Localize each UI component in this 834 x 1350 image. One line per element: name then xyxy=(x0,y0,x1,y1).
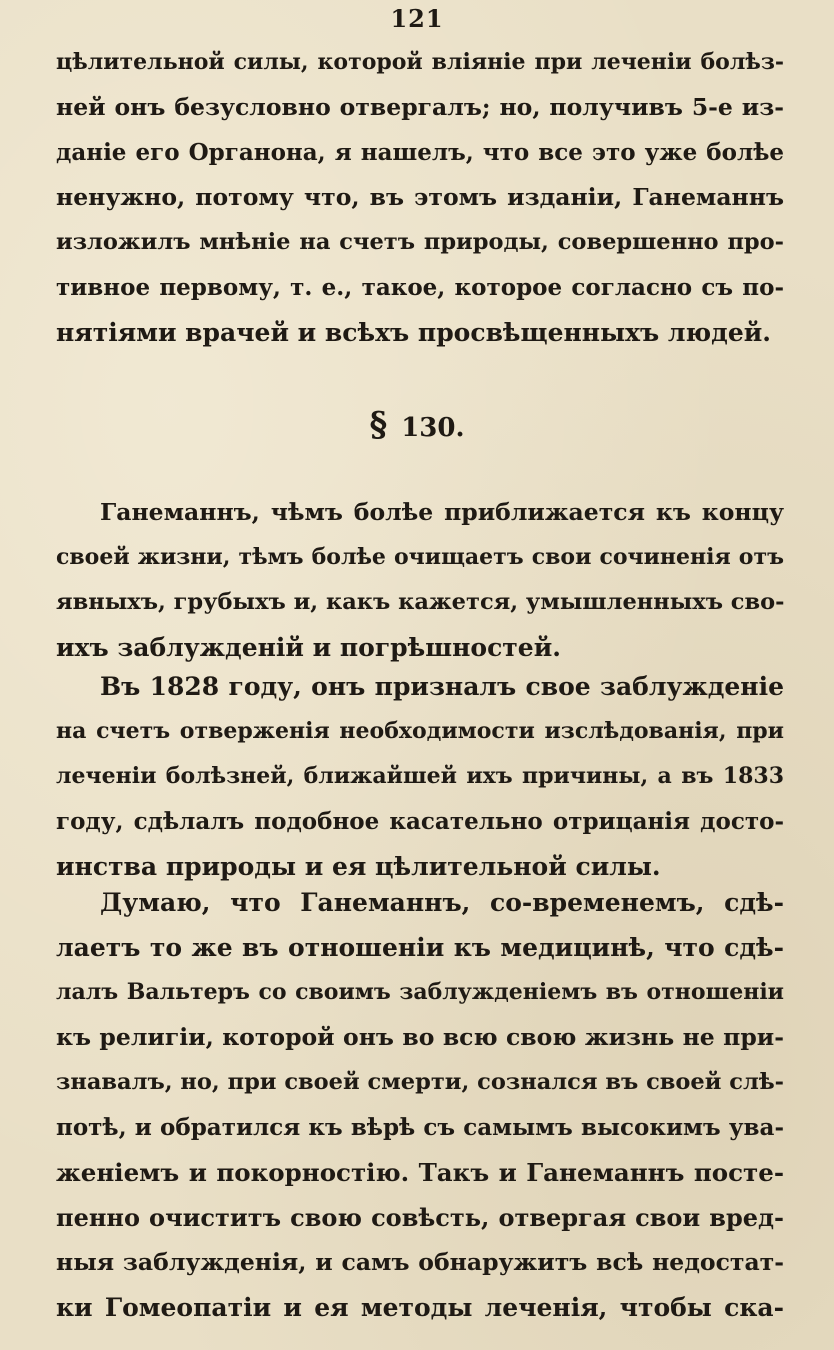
text-line: женіемъ и покорностію. Такъ и Ганеманнъ посте- xyxy=(56,1158,784,1187)
text-line: своей жизни, тѣмъ болѣе очищаетъ свои сочиненія отъ xyxy=(56,544,784,570)
text-line: году, сдѣлалъ подобное касательно отрицанія досто- xyxy=(56,808,784,835)
text-line: пенно очиститъ свою совѣсть, отвергая свои вред- xyxy=(56,1203,784,1232)
text-line: изложилъ мнѣніе на счетъ природы, совершенно про- xyxy=(56,229,784,255)
text-line: явныхъ, грубыхъ и, какъ кажется, умышленныхъ сво- xyxy=(56,589,784,615)
paragraph-4 xyxy=(56,880,784,1330)
paragraph-1 xyxy=(56,40,784,355)
paragraph-3 xyxy=(56,664,784,889)
text-line: лаетъ то же въ отношеніи къ медицинѣ, что сдѣ- xyxy=(56,933,784,962)
text-line: ненужно, потому что, въ этомъ изданіи, Ганеманнъ xyxy=(56,183,784,211)
text-line: даніе его Органона, я нашелъ, что все это уже болѣе xyxy=(56,139,784,166)
text-line: ней онъ безусловно отвергалъ; но, получивъ 5-е из- xyxy=(56,93,784,121)
section-number: 130. xyxy=(401,413,465,443)
text-line: тивное первому, т. е., такое, которое согласно съ по- xyxy=(56,274,784,301)
text-line: потѣ, и обратился къ вѣрѣ съ самымъ высокимъ ува- xyxy=(56,1114,784,1141)
text-line: цѣлительной силы, которой вліяніе при леченіи болѣз- xyxy=(56,49,784,75)
text-line: леченіи болѣзней, ближайшей ихъ причины, а въ 1833 xyxy=(56,763,784,789)
text-line: ки Гомеопатіи и ея методы леченія, чтобы ска- xyxy=(56,1293,784,1322)
text-line: Въ 1828 году, онъ призналъ свое заблужденіе xyxy=(100,672,784,701)
paragraph-2 xyxy=(56,490,784,670)
page-number: 121 xyxy=(390,4,444,33)
text-line: нятіями врачей и всѣхъ просвѣщенныхъ людей. xyxy=(56,318,771,347)
text-line: инства природы и ея цѣлительной силы. xyxy=(56,852,661,881)
text-line: Ганеманнъ, чѣмъ болѣе приближается къ концу xyxy=(100,498,784,526)
text-line: лалъ Вальтеръ со своимъ заблужденіемъ въ отношеніи xyxy=(56,979,784,1005)
section-sign: § xyxy=(369,405,388,445)
section-heading xyxy=(0,400,834,450)
text-line: знавалъ, но, при своей смерти, сознался въ своей слѣ- xyxy=(56,1069,784,1095)
text-line: Думаю, что Ганеманнъ, со-временемъ, сдѣ- xyxy=(100,888,784,917)
text-line: ныя заблужденія, и самъ обнаружитъ всѣ недостат- xyxy=(56,1248,784,1276)
text-line: къ религіи, которой онъ во всю свою жизнь не при- xyxy=(56,1023,784,1051)
text-line: на счетъ отверженія необходимости изслѣдованія, при xyxy=(56,718,784,744)
text-line: ихъ заблужденій и погрѣшностей. xyxy=(56,633,561,662)
